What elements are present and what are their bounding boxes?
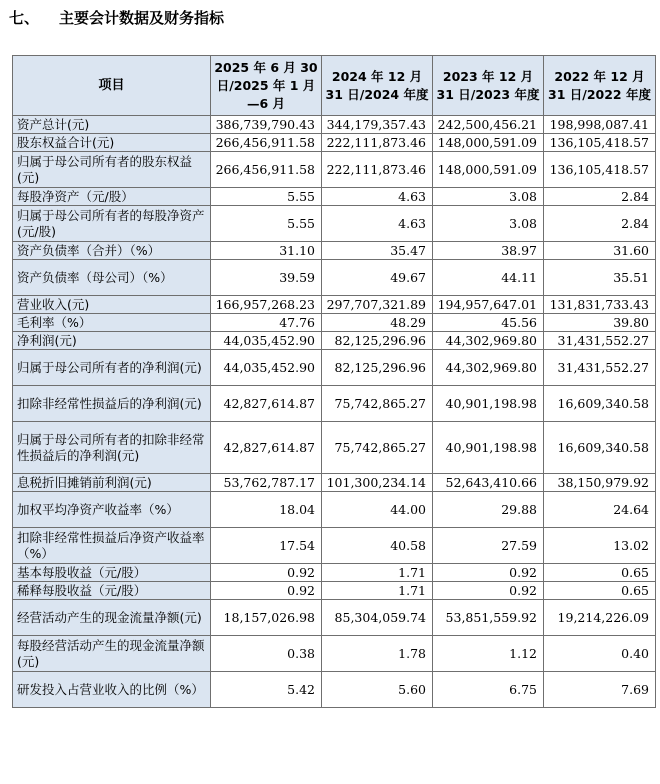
cell-value: 5.60 [322, 672, 433, 708]
row-label: 归属于母公司所有者的股东权益(元) [13, 152, 211, 188]
table-header-row [13, 56, 656, 116]
cell-value: 18.04 [211, 492, 322, 528]
cell-value: 0.40 [544, 636, 656, 672]
table-row [13, 422, 656, 474]
cell-value: 38,150,979.92 [544, 474, 656, 492]
row-label: 每股经营活动产生的现金流量净额(元) [13, 636, 211, 672]
cell-value: 27.59 [433, 528, 544, 564]
cell-value: 47.76 [211, 314, 322, 332]
cell-value: 53,851,559.92 [433, 600, 544, 636]
cell-value: 7.69 [544, 672, 656, 708]
row-label: 毛利率（%） [13, 314, 211, 332]
cell-value: 44,302,969.80 [433, 332, 544, 350]
cell-value: 40,901,198.98 [433, 422, 544, 474]
table-row [13, 260, 656, 296]
cell-value: 35.51 [544, 260, 656, 296]
table-row [13, 492, 656, 528]
section-number: 七、 [9, 9, 40, 27]
cell-value: 5.42 [211, 672, 322, 708]
row-label: 净利润(元) [13, 332, 211, 350]
cell-value: 2.84 [544, 188, 656, 206]
header-2025h1: 2025 年 6 月 30 日/2025 年 1 月—6 月 [211, 56, 322, 116]
cell-value: 75,742,865.27 [322, 422, 433, 474]
row-label: 基本每股收益（元/股） [13, 564, 211, 582]
header-2023: 2023 年 12 月 31 日/2023 年度 [433, 56, 544, 116]
cell-value: 40.58 [322, 528, 433, 564]
table-row [13, 152, 656, 188]
cell-value: 44.11 [433, 260, 544, 296]
cell-value: 2.84 [544, 206, 656, 242]
cell-value: 17.54 [211, 528, 322, 564]
cell-value: 166,957,268.23 [211, 296, 322, 314]
header-2022: 2022 年 12 月 31 日/2022 年度 [544, 56, 656, 116]
cell-value: 82,125,296.96 [322, 350, 433, 386]
cell-value: 39.80 [544, 314, 656, 332]
cell-value: 136,105,418.57 [544, 134, 656, 152]
row-label: 扣除非经常性损益后的净利润(元) [13, 386, 211, 422]
cell-value: 38.97 [433, 242, 544, 260]
row-label: 资产负债率（合并）（%） [13, 242, 211, 260]
table-row [13, 386, 656, 422]
cell-value: 39.59 [211, 260, 322, 296]
cell-value: 136,105,418.57 [544, 152, 656, 188]
cell-value: 44,035,452.90 [211, 350, 322, 386]
row-label: 资产总计(元) [13, 116, 211, 134]
cell-value: 222,111,873.46 [322, 152, 433, 188]
row-label: 归属于母公司所有者的净利润(元) [13, 350, 211, 386]
cell-value: 4.63 [322, 206, 433, 242]
row-label: 息税折旧摊销前利润(元) [13, 474, 211, 492]
cell-value: 148,000,591.09 [433, 134, 544, 152]
table-row [13, 134, 656, 152]
cell-value: 18,157,026.98 [211, 600, 322, 636]
cell-value: 31,431,552.27 [544, 350, 656, 386]
cell-value: 13.02 [544, 528, 656, 564]
cell-value: 6.75 [433, 672, 544, 708]
cell-value: 44,035,452.90 [211, 332, 322, 350]
row-label: 归属于母公司所有者的每股净资产(元/股) [13, 206, 211, 242]
table-row [13, 582, 656, 600]
cell-value: 1.12 [433, 636, 544, 672]
cell-value: 1.71 [322, 582, 433, 600]
cell-value: 344,179,357.43 [322, 116, 433, 134]
cell-value: 1.71 [322, 564, 433, 582]
table-row [13, 314, 656, 332]
header-item: 项目 [13, 56, 211, 116]
cell-value: 16,609,340.58 [544, 386, 656, 422]
cell-value: 19,214,226.09 [544, 600, 656, 636]
cell-value: 44,302,969.80 [433, 350, 544, 386]
cell-value: 0.38 [211, 636, 322, 672]
table-row [13, 474, 656, 492]
row-label: 扣除非经常性损益后净资产收益率（%） [13, 528, 211, 564]
cell-value: 35.47 [322, 242, 433, 260]
cell-value: 266,456,911.58 [211, 134, 322, 152]
cell-value: 31.10 [211, 242, 322, 260]
row-label: 每股净资产（元/股） [13, 188, 211, 206]
row-label: 加权平均净资产收益率（%） [13, 492, 211, 528]
cell-value: 242,500,456.21 [433, 116, 544, 134]
cell-value: 85,304,059.74 [322, 600, 433, 636]
cell-value: 194,957,647.01 [433, 296, 544, 314]
row-label: 归属于母公司所有者的扣除非经常性损益后的净利润(元) [13, 422, 211, 474]
cell-value: 31,431,552.27 [544, 332, 656, 350]
table-row [13, 350, 656, 386]
cell-value: 5.55 [211, 206, 322, 242]
header-2024: 2024 年 12 月 31 日/2024 年度 [322, 56, 433, 116]
table-row [13, 600, 656, 636]
cell-value: 75,742,865.27 [322, 386, 433, 422]
cell-value: 0.65 [544, 564, 656, 582]
table-row [13, 528, 656, 564]
cell-value: 101,300,234.14 [322, 474, 433, 492]
cell-value: 45.56 [433, 314, 544, 332]
cell-value: 16,609,340.58 [544, 422, 656, 474]
row-label: 股东权益合计(元) [13, 134, 211, 152]
section-title: 主要会计数据及财务指标 [59, 9, 225, 27]
row-label: 营业收入(元) [13, 296, 211, 314]
cell-value: 131,831,733.43 [544, 296, 656, 314]
cell-value: 1.78 [322, 636, 433, 672]
table-row [13, 636, 656, 672]
table-row [13, 116, 656, 134]
row-label: 资产负债率（母公司）（%） [13, 260, 211, 296]
cell-value: 4.63 [322, 188, 433, 206]
table-row [13, 332, 656, 350]
cell-value: 0.92 [433, 582, 544, 600]
cell-value: 44.00 [322, 492, 433, 528]
cell-value: 31.60 [544, 242, 656, 260]
cell-value: 40,901,198.98 [433, 386, 544, 422]
financial-data-table [12, 55, 656, 708]
cell-value: 3.08 [433, 188, 544, 206]
table-row [13, 564, 656, 582]
table-row [13, 188, 656, 206]
cell-value: 42,827,614.87 [211, 386, 322, 422]
cell-value: 49.67 [322, 260, 433, 296]
cell-value: 198,998,087.41 [544, 116, 656, 134]
section-heading [9, 6, 224, 30]
cell-value: 42,827,614.87 [211, 422, 322, 474]
cell-value: 29.88 [433, 492, 544, 528]
cell-value: 297,707,321.89 [322, 296, 433, 314]
cell-value: 386,739,790.43 [211, 116, 322, 134]
cell-value: 0.65 [544, 582, 656, 600]
cell-value: 222,111,873.46 [322, 134, 433, 152]
table-row [13, 206, 656, 242]
table-row [13, 296, 656, 314]
cell-value: 53,762,787.17 [211, 474, 322, 492]
cell-value: 52,643,410.66 [433, 474, 544, 492]
cell-value: 0.92 [433, 564, 544, 582]
cell-value: 5.55 [211, 188, 322, 206]
row-label: 经营活动产生的现金流量净额(元) [13, 600, 211, 636]
cell-value: 82,125,296.96 [322, 332, 433, 350]
cell-value: 0.92 [211, 582, 322, 600]
cell-value: 0.92 [211, 564, 322, 582]
cell-value: 148,000,591.09 [433, 152, 544, 188]
cell-value: 48.29 [322, 314, 433, 332]
row-label: 研发投入占营业收入的比例（%） [13, 672, 211, 708]
cell-value: 24.64 [544, 492, 656, 528]
table-row [13, 672, 656, 708]
table-row [13, 242, 656, 260]
cell-value: 266,456,911.58 [211, 152, 322, 188]
cell-value: 3.08 [433, 206, 544, 242]
row-label: 稀释每股收益（元/股） [13, 582, 211, 600]
